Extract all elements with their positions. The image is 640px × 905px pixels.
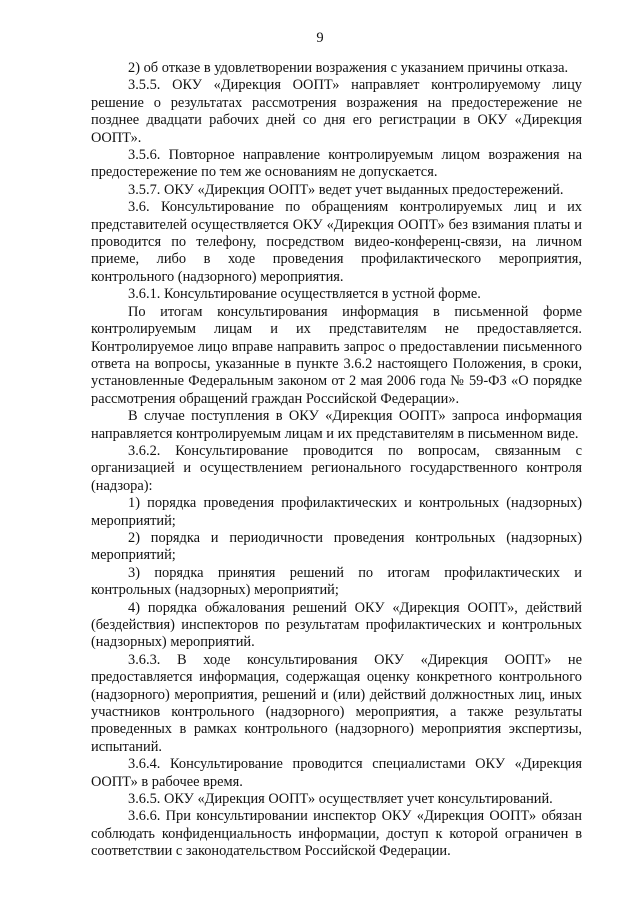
paragraph: 3.6.3. В ходе консультирования ОКУ «Дирекция ООПТ» не предоставляется информация, содержащая оценку конкретного контрольного (надзорного) мероприятия, решений и (или) действий должностных лиц, иных участников контрольного (надзорного) мероприятия, а также результаты проведенных в рамках контрольного (надзорного) мероприятия экспертизы, испытаний. [91,651,582,755]
list-item: 1) порядка проведения профилактических и контрольных (надзорных) мероприятий; [91,495,582,529]
paragraph: 3.5.6. Повторное направление контролируемым лицом возражения на предостережение по тем же основаниям не допускается. [91,147,582,181]
page-number: 9 [316,30,324,46]
paragraph: 3.6.1. Консультирование осуществляется в устной форме. [128,286,481,303]
paragraph: 3.6.4. Консультирование проводится специалистами ОКУ «Дирекция ООПТ» в рабочее время. [91,756,582,790]
paragraph: 3.5.5. ОКУ «Дирекция ООПТ» направляет контролируемому лицу решение о результатах рассмотрения возражения на предостережение не позднее двадцати рабочих дней со дня его регистрации в ОКУ «Дирекция ООПТ». [91,77,582,146]
document-body [91,60,582,861]
paragraph: 3.6.6. При консультировании инспектор ОКУ «Дирекция ООПТ» обязан соблюдать конфиденциальность информации, доступ к которой ограничен в соответствии с законодательством Российской Федерации. [91,808,582,860]
paragraph: 3.6.5. ОКУ «Дирекция ООПТ» осуществляет учет консультирований. [128,791,553,808]
paragraph: 3.6.2. Консультирование проводится по вопросам, связанным с организацией и осуществлением регионального государственного контроля (надзора): [91,442,582,494]
list-item: 4) порядка обжалования решений ОКУ «Дирекция ООПТ», действий (бездействия) инспекторов по результатам профилактических и контрольных (надзорных) мероприятий. [91,599,582,651]
paragraph: В случае поступления в ОКУ «Дирекция ООПТ» запроса информация направляется контролируемым лицам и их представителям в письменном виде. [91,408,582,442]
list-item: 2) порядка и периодичности проведения контрольных (надзорных) мероприятий; [91,529,582,564]
paragraph: По итогам консультирования информация в письменной форме контролируемым лицам и их представителям не предоставляется. Контролируемое лицо вправе направить запрос о предоставлении письменного ответа на вопросы, указанные в пункте 3.6.2 настоящего Положения, в сроки, установленные Федеральным законом от 2 мая 2006 года № 59-ФЗ «О порядке рассмотрения обращений граждан Российской Федерации». [91,303,582,407]
paragraph: 2) об отказе в удовлетворении возражения с указанием причины отказа. [128,60,569,76]
paragraph: 3.5.7. ОКУ «Дирекция ООПТ» ведет учет выданных предостережений. [128,181,564,198]
list-item: 3) порядка принятия решений по итогам профилактических и контрольных (надзорных) мероприятий; [91,564,582,599]
paragraph: 3.6. Консультирование по обращениям контролируемых лиц и их представителей осуществляется ОКУ «Дирекция ООПТ» без взимания платы и проводится по телефону, посредством видео-конференц-связи, на личном приеме, либо в ходе проведения профилактического мероприятия, контрольного (надзорного) мероприятия. [91,199,582,285]
